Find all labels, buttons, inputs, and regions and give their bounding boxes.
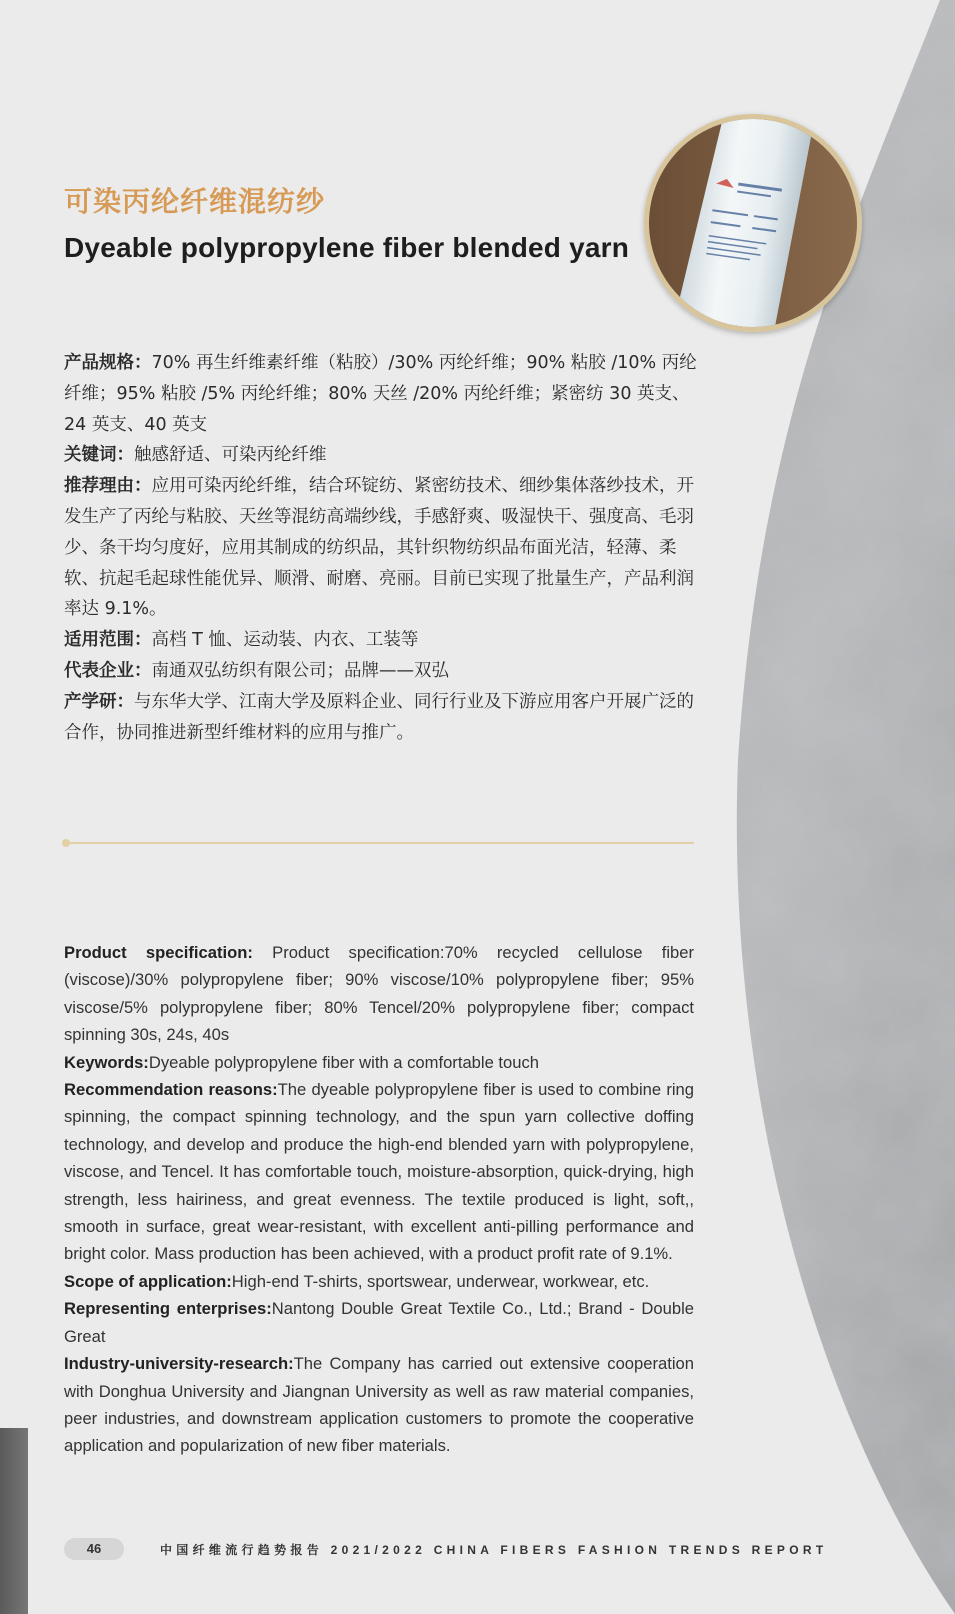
en-reasons-text: The dyeable polypropylene fiber is used to combine ring spinning, the compact spinning technology, and the spun yarn collective doffing technology, and develop and produce the high-end blended yarn with polypropylene, viscose, and Tencel. It has comfortable touch, moisture-absorption, quick-drying, high strength, less hairiness, and great evenness. The textile produced is light, soft,, smooth in surface, great wear-resistant, with excellent anti-pilling performance and bright color. Mass production has been achieved, with a product profit rate of 9.1%. [64,1080,694,1264]
en-research-text: The Company has carried out extensive cooperation with Donghua University and Jiangnan University as well as raw material companies, peer industries, and downstream application customers to promote the cooperative application and popularization of new fiber materials. [64,1354,694,1456]
cn-enterprise-text: 南通双弘纺织有限公司；品牌——双弘 [151,660,449,681]
en-scope-text: High-end T-shirts, sportswear, underwear, workwear, etc. [231,1271,650,1291]
cn-scope-label: 适用范围： [64,630,152,651]
cn-spec [64,348,704,440]
en-spec [64,939,694,1049]
en-enterprise-label: Representing enterprises: [64,1299,272,1319]
en-enterprise-text: Nantong Double Great Textile Co., Ltd.; Brand - Double Great [64,1299,694,1346]
cn-enterprise [64,656,704,687]
report-title: 中国纤维流行趋势报告 2021/2022 CHINA FIBERS FASHION TRENDS REPORT [160,1543,828,1557]
en-scope [64,1268,694,1295]
cn-reasons [64,471,704,625]
cn-reasons-label: 推荐理由： [64,476,152,497]
product-photo [644,114,862,332]
left-edge-bar [0,1428,28,1614]
cn-research-label: 产学研： [64,691,134,712]
chinese-description [64,348,704,748]
en-keywords-text: Dyeable polypropylene fiber with a comfortable touch [148,1052,540,1072]
en-reasons-label: Recommendation reasons: [64,1080,278,1100]
en-keywords [64,1049,694,1076]
cn-research-text: 与东华大学、江南大学及原料企业、同行行业及下游应用客户开展广泛的合作，协同推进新型纤维材料的应用与推广。 [64,691,694,743]
cn-scope-text: 高档 T 恤、运动装、内衣、工装等 [151,630,419,651]
cn-enterprise-label: 代表企业： [64,660,152,681]
en-research [64,1350,694,1460]
title-english: Dyeable polypropylene fiber blended yarn [64,232,630,263]
en-research-label: Industry-university-research: [64,1354,294,1374]
en-keywords-label: Keywords: [64,1052,149,1072]
cn-keywords-label: 关键词： [64,445,134,466]
cn-reasons-text: 应用可染丙纶纤维，结合环锭纺、紧密纺技术、细纱集体落纱技术，开发生产了丙纶与粘胶、天丝等混纺高端纱线，手感舒爽、吸湿快干、强度高、毛羽少、条干均匀度好，应用其制成的纺织品，其针织物纺织品布面光洁，轻薄、柔软、抗起毛起球性能优异、顺滑、耐磨、亮丽。目前已实现了批量生产，产品利润率达 9.1%。 [64,476,694,620]
en-spec-text: Product specification:70% recycled cellulose fiber (viscose)/30% polypropylene fiber; 90% viscose/10% polypropylene fiber; 95% viscose/5% polypropylene fiber; 80% Tencel/20% polypropylene fiber; compact spinning 30s, 24s, 40s [64,943,695,1045]
cn-research [64,687,704,749]
cn-scope [64,625,704,656]
en-reasons [64,1076,694,1268]
section-divider [64,842,694,844]
cn-keywords-text: 触感舒适、可染丙纶纤维 [134,445,327,466]
en-enterprise [64,1295,694,1350]
cn-spec-label: 产品规格： [64,353,152,373]
en-scope-label: Scope of application: [64,1271,232,1291]
page-footer [0,1538,955,1562]
title-chinese: 可染丙纶纤维混纺纱 [64,185,326,218]
english-description [64,939,694,1460]
cn-keywords [64,440,704,471]
page-number: 46 [64,1538,124,1560]
en-spec-label: Product specification: [64,943,253,962]
cn-spec-text: 70% 再生纤维素纤维（粘胶）/30% 丙纶纤维；90% 粘胶 /10% 丙纶纤维；95% 粘胶 /5% 丙纶纤维；80% 天丝 /20% 丙纶纤维；紧密纺 30 英支、24 英支、40 英支 [64,353,697,435]
